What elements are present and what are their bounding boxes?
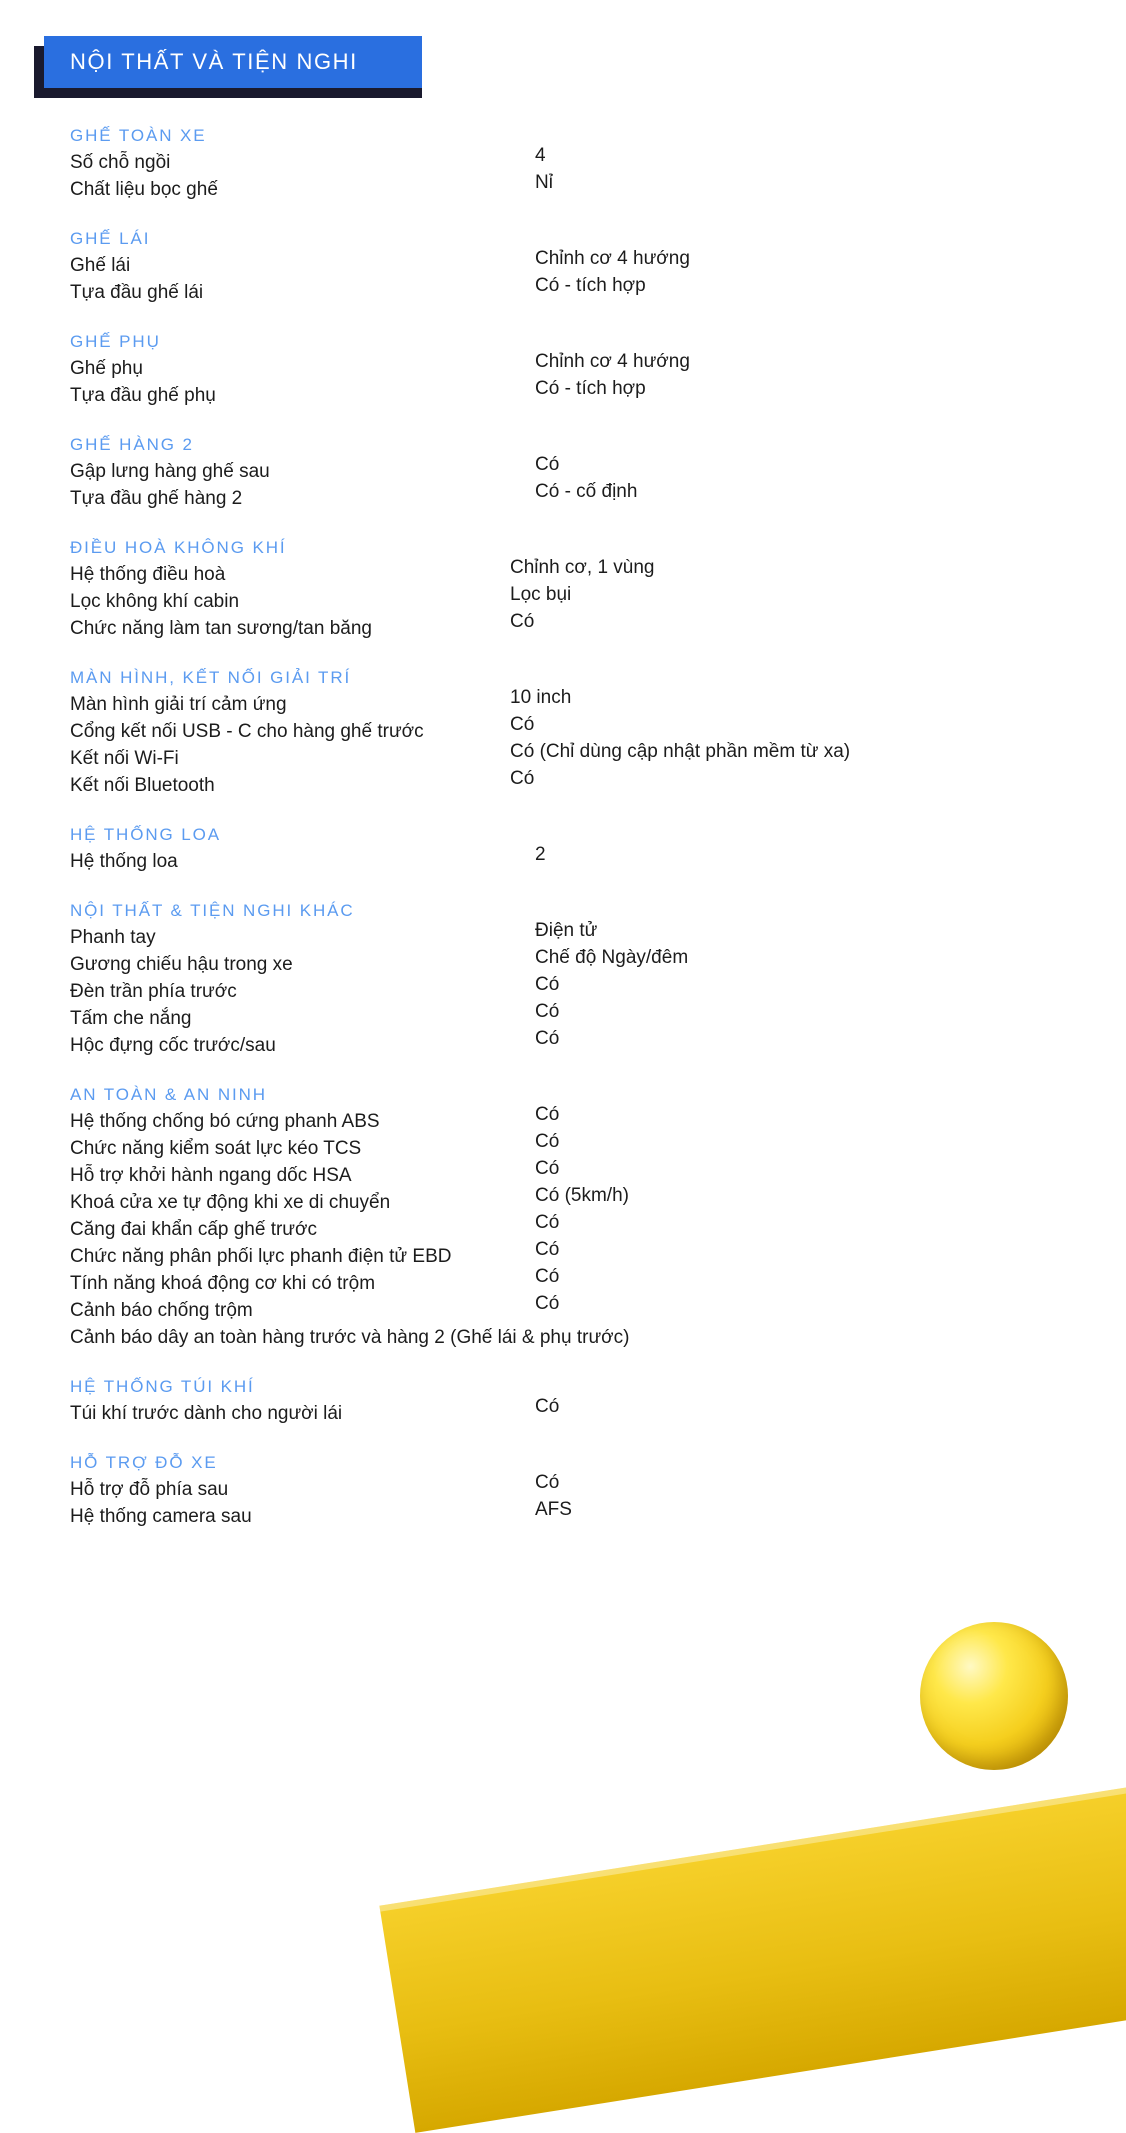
spec-section (0, 825, 1126, 875)
spec-row-value: Có - tích hợp (535, 275, 646, 296)
spec-row (0, 1243, 1126, 1270)
spec-row-value: AFS (535, 1499, 572, 1520)
spec-section-title: HỖ TRỢ ĐỖ XE (70, 1453, 218, 1472)
spec-row (0, 149, 1126, 176)
spec-row-value: Có - tích hợp (535, 378, 646, 399)
spec-sheet (0, 126, 1126, 1556)
spec-rows (0, 145, 1126, 203)
spec-section (0, 668, 1126, 799)
spec-row (0, 615, 1126, 642)
spec-rows (0, 844, 1126, 875)
spec-section-title: GHẾ PHỤ (70, 332, 161, 351)
spec-row (0, 1324, 1126, 1351)
spec-section-title: AN TOÀN & AN NINH (70, 1085, 267, 1104)
spec-section (0, 1377, 1126, 1427)
spec-row-label: Gương chiếu hậu trong xe (70, 954, 293, 975)
spec-row-value: 4 (535, 145, 546, 166)
spec-section-title: GHẾ TOÀN XE (70, 126, 207, 145)
spec-rows (0, 454, 1126, 512)
spec-section (0, 1085, 1126, 1351)
spec-row (0, 1297, 1126, 1324)
spec-section-title: HỆ THỐNG LOA (70, 825, 221, 844)
spec-row-value: Có (535, 1158, 560, 1179)
spec-row-label: Phanh tay (70, 927, 156, 948)
spec-row-value: Có - cố định (535, 481, 638, 502)
spec-row-label: Hộc đựng cốc trước/sau (70, 1035, 276, 1056)
spec-row-value: Có (535, 1293, 560, 1314)
spec-row-value: Nỉ (535, 172, 553, 193)
spec-row-value: Chỉnh cơ, 1 vùng (510, 557, 655, 578)
spec-row-value: Có (535, 1131, 560, 1152)
spec-row-label: Gập lưng hàng ghế sau (70, 461, 270, 482)
banner (44, 36, 422, 88)
spec-row-label: Hệ thống loa (70, 851, 178, 872)
spec-rows (0, 557, 1126, 642)
spec-row-value: Có (510, 611, 535, 632)
spec-row (0, 848, 1126, 875)
spec-row-value: Có (535, 1028, 560, 1049)
gold-sphere-decoration (920, 1622, 1068, 1770)
spec-section-title: GHẾ LÁI (70, 229, 151, 248)
spec-row (0, 1270, 1126, 1297)
spec-section (0, 1453, 1126, 1530)
spec-row-value: 2 (535, 844, 546, 865)
spec-rows (0, 920, 1126, 1059)
spec-row-label: Cảnh báo dây an toàn hàng trước và hàng 2 (Ghế lái & phụ trước) (70, 1327, 630, 1348)
spec-row-label: Chất liệu bọc ghế (70, 179, 218, 200)
spec-row-value: Có (5km/h) (535, 1185, 629, 1206)
spec-row-label: Màn hình giải trí cảm ứng (70, 694, 287, 715)
spec-section-title: ĐIỀU HOÀ KHÔNG KHÍ (70, 538, 287, 557)
spec-row-label: Cảnh báo chống trộm (70, 1300, 253, 1321)
spec-row-value: Có (535, 1104, 560, 1125)
spec-row-label: Hệ thống chống bó cứng phanh ABS (70, 1111, 380, 1132)
spec-row (0, 1135, 1126, 1162)
spec-row-label: Hỗ trợ khởi hành ngang dốc HSA (70, 1165, 352, 1186)
spec-row (0, 978, 1126, 1005)
spec-row-label: Chức năng phân phối lực phanh điện tử EBD (70, 1246, 452, 1267)
spec-section (0, 332, 1126, 409)
spec-row-label: Lọc không khí cabin (70, 591, 240, 612)
spec-section (0, 435, 1126, 512)
spec-row-label: Cổng kết nối USB - C cho hàng ghế trước (70, 721, 424, 742)
spec-row-value: Có (535, 1239, 560, 1260)
spec-row-value: Có (535, 1472, 560, 1493)
spec-rows (0, 1396, 1126, 1427)
spec-row-label: Kết nối Bluetooth (70, 775, 215, 796)
spec-row-label: Tấm che nắng (70, 1008, 192, 1029)
spec-row-value: Có (510, 714, 535, 735)
spec-row-value: 10 inch (510, 687, 572, 708)
spec-row-label: Hỗ trợ đỗ phía sau (70, 1479, 229, 1500)
spec-row-value: Có (535, 1212, 560, 1233)
spec-rows (0, 351, 1126, 409)
spec-row-value: Có (535, 454, 560, 475)
spec-row-value: Có (535, 1396, 560, 1417)
spec-row-label: Chức năng làm tan sương/tan băng (70, 618, 372, 639)
spec-section-title: HỆ THỐNG TÚI KHÍ (70, 1377, 255, 1396)
spec-row-label: Tựa đầu ghế phụ (70, 385, 216, 406)
spec-row (0, 1032, 1126, 1059)
spec-section-title: NỘI THẤT & TIỆN NGHI KHÁC (70, 901, 355, 920)
spec-row (0, 176, 1126, 203)
spec-row-label: Tính năng khoá động cơ khi có trộm (70, 1273, 376, 1294)
spec-row-label: Tựa đầu ghế lái (70, 282, 204, 303)
spec-row (0, 1005, 1126, 1032)
spec-row-label: Hệ thống camera sau (70, 1506, 252, 1527)
spec-row-value: Lọc bụi (510, 584, 572, 605)
spec-row-value: Có (510, 768, 535, 789)
spec-section (0, 538, 1126, 642)
spec-rows (0, 1104, 1126, 1351)
spec-row-label: Ghế lái (70, 255, 131, 276)
spec-row (0, 1216, 1126, 1243)
page-title-banner (24, 36, 424, 98)
spec-row-value: Điện tử (535, 920, 598, 941)
page-title: NỘI THẤT VÀ TIỆN NGHI (70, 49, 358, 74)
spec-row-label: Đèn trần phía trước (70, 981, 237, 1002)
spec-row-value: Có (535, 1001, 560, 1022)
spec-section (0, 901, 1126, 1059)
spec-row-value: Chế độ Ngày/đêm (535, 947, 689, 968)
spec-row-label: Chức năng kiểm soát lực kéo TCS (70, 1138, 362, 1159)
spec-row-label: Số chỗ ngồi (70, 152, 171, 173)
spec-row-label: Kết nối Wi-Fi (70, 748, 179, 769)
spec-row-value: Có (Chỉ dùng cập nhật phần mềm từ xa) (510, 741, 851, 762)
spec-row-value: Có (535, 1266, 560, 1287)
spec-row-label: Túi khí trước dành cho người lái (70, 1403, 343, 1424)
spec-row-label: Hệ thống điều hoà (70, 564, 226, 585)
spec-rows (0, 687, 1126, 799)
spec-row-label: Tựa đầu ghế hàng 2 (70, 488, 243, 509)
spec-row-value: Chỉnh cơ 4 hướng (535, 248, 690, 269)
spec-row (0, 1108, 1126, 1135)
spec-section (0, 126, 1126, 203)
spec-rows (0, 248, 1126, 306)
spec-row (0, 1400, 1126, 1427)
gold-band-decoration (379, 1787, 1126, 2133)
spec-row (0, 772, 1126, 799)
spec-section-title: MÀN HÌNH, KẾT NỐI GIẢI TRÍ (70, 668, 352, 687)
spec-row-label: Căng đai khẩn cấp ghế trước (70, 1219, 317, 1240)
spec-row-value: Có (535, 974, 560, 995)
spec-section (0, 229, 1126, 306)
spec-section-title: GHẾ HÀNG 2 (70, 435, 194, 454)
spec-rows (0, 1472, 1126, 1530)
spec-row-label: Khoá cửa xe tự động khi xe di chuyển (70, 1192, 391, 1213)
spec-row-label: Ghế phụ (70, 358, 143, 379)
spec-row-value: Chỉnh cơ 4 hướng (535, 351, 690, 372)
